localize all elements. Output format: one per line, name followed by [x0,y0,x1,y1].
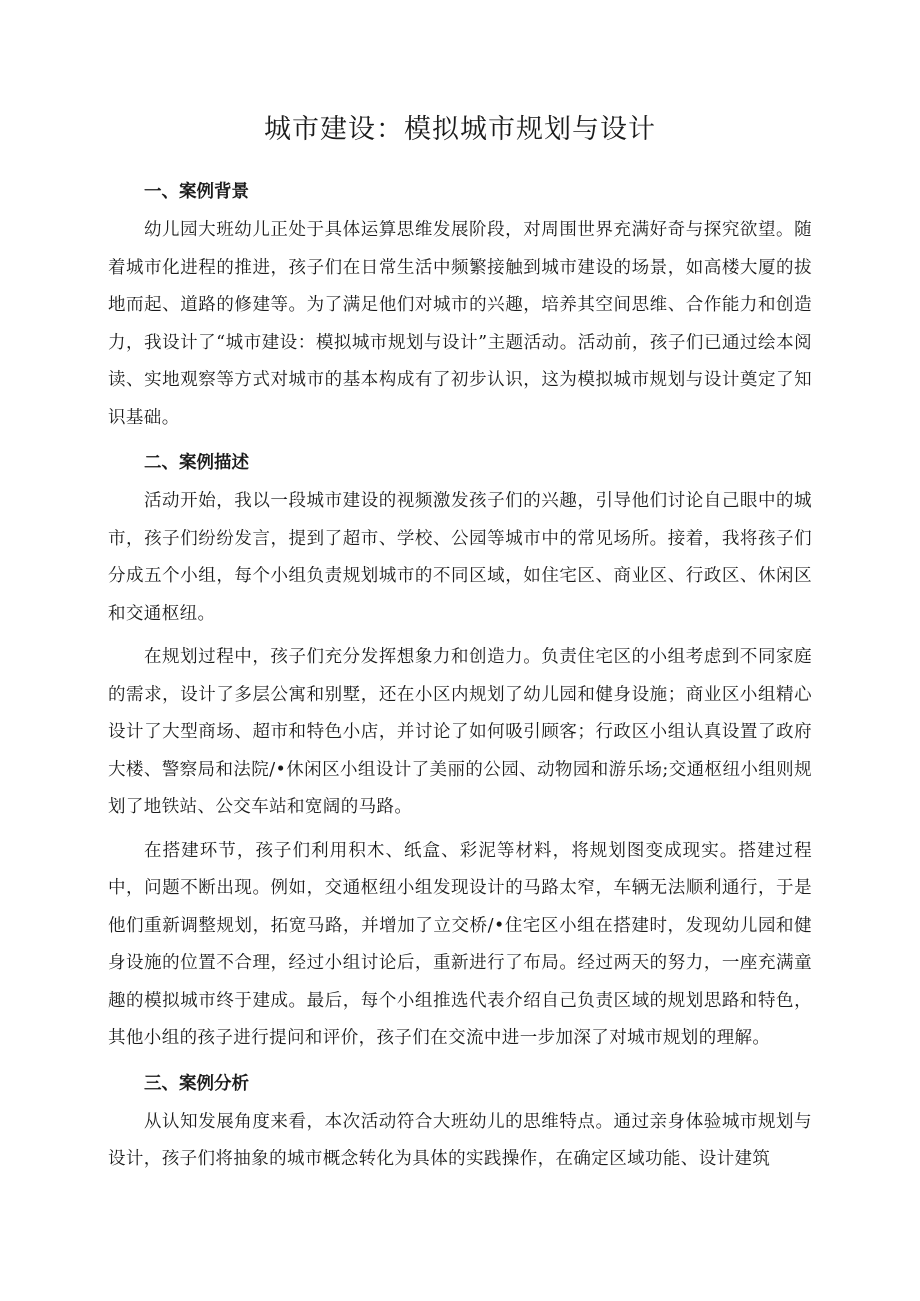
section-heading: 三、案例分析 [144,1073,249,1094]
paragraph: 从认知发展角度来看，本次活动符合大班幼儿的思维特点。通过亲身体验城市规划与设计，孩子们将抽象的城市概念转化为具体的实践操作，在确定区域功能、设计建筑 [108,1111,812,1169]
document-page [108,110,812,1185]
section-analysis [108,1064,812,1179]
section-heading: 二、案例描述 [144,453,249,473]
section-background [108,172,812,437]
section-heading: 一、案例背景 [144,182,249,202]
paragraph: 活动开始，我以一段城市建设的视频激发孩子们的兴趣，引导他们讨论自己眼中的城市，孩子们纷纷发言，提到了超市、学校、公园等城市中的常见场所。接着，我将孩子们分成五个小组，每个小组负责规划城市的不同区域，如住宅区、商业区、行政区、休闲区和交通枢纽。 [108,491,812,624]
section-description [108,443,812,1058]
paragraph: 幼儿园大班幼儿正处于具体运算思维发展阶段，对周围世界充满好奇与探究欲望。随着城市化进程的推进，孩子们在日常生活中频繁接触到城市建设的场景，如高楼大厦的拔地而起、道路的修建等。为了满足他们对城市的兴趣，培养其空间思维、合作能力和创造力，我设计了“城市建设：模拟城市规划与设计”主题活动。活动前，孩子们已通过绘本阅读、实地观察等方式对城市的基本构成有了初步认识，这为模拟城市规划与设计奠定了知识基础。 [108,220,812,428]
paragraph: 在规划过程中，孩子们充分发挥想象力和创造力。负责住宅区的小组考虑到不同家庭的需求，设计了多层公寓和别墅，还在小区内规划了幼儿园和健身设施；商业区小组精心设计了大型商场、超市和特色小店，并讨论了如何吸引顾客；行政区小组认真设置了政府大楼、警察局和法院/•休闲区小组设计了美丽的公园、动物园和游乐场;交通枢纽小组则规划了地铁站、公交车站和宽阔的马路。 [108,647,812,817]
document-title: 城市建设：模拟城市规划与设计 [264,114,656,145]
paragraph: 在搭建环节，孩子们利用积木、纸盒、彩泥等材料，将规划图变成现实。搭建过程中，问题不断出现。例如，交通枢纽小组发现设计的马路太窄，车辆无法顺利通行，于是他们重新调整规划，拓宽马路，并增加了立交桥/•住宅区小组在搭建时，发现幼儿园和健身设施的位置不合理，经过小组讨论后，重新进行了布局。经过两天的努力，一座充满童趣的模拟城市终于建成。最后，每个小组推选代表介绍自己负责区域的规划思路和特色，其他小组的孩子进行提问和评价，孩子们在交流中进一步加深了对城市规划的理解。 [108,840,812,1048]
